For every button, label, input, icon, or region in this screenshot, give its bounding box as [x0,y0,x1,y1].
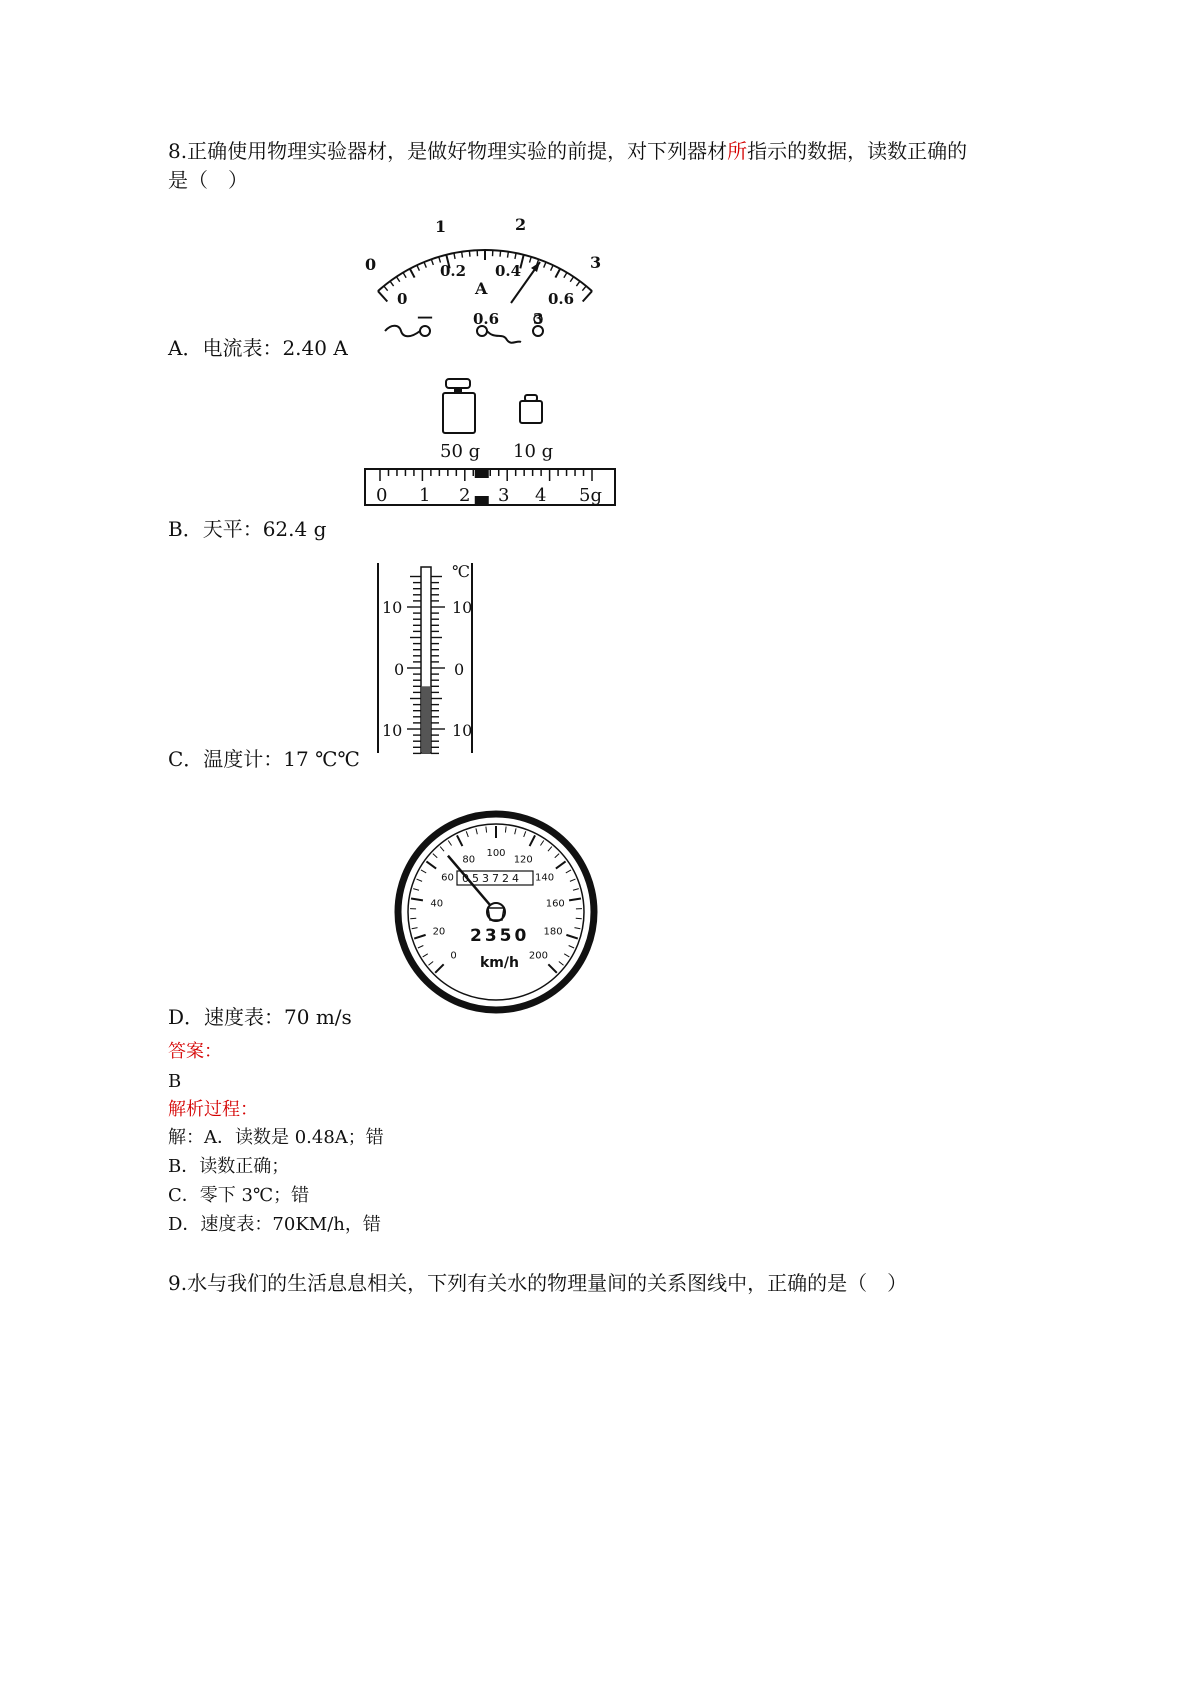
balance-scale-label: 5g [579,485,602,506]
speedometer-label: 80 [462,854,476,866]
balance-scale-label: 2 [459,485,471,506]
analysis-label: 解析过程： [168,1099,258,1120]
ammeter-unit: A [475,279,488,298]
balance-scale-label: 0 [376,485,388,506]
balance-rider [475,496,489,505]
balance-figure [360,375,620,510]
answer-label: 答案： [168,1041,222,1062]
thermometer-mercury [422,686,430,753]
balance-rider [475,469,489,478]
speedometer-label: 20 [432,926,446,938]
stem-highlight: 所 [727,139,748,163]
speedometer-label: 60 [441,872,454,884]
wire [487,331,521,343]
speedometer-label: 200 [528,950,548,962]
ammeter-terminal-label: — [417,307,433,326]
option-c: C．温度计：17 ℃℃ [168,747,360,771]
thermometer-right-label: 10 [452,598,473,617]
speedometer-tick [486,827,487,833]
ammeter-terminal-label: 0.6 [473,310,500,328]
wire [385,326,420,337]
answer: B [168,1071,182,1092]
speedometer-label: 140 [534,872,555,884]
speedometer-label: 40 [430,898,444,910]
speedometer-label: 120 [513,854,533,866]
ammeter-top-label: 0 [365,255,377,274]
ammeter-tick [410,269,415,278]
ammeter-tick [555,269,560,278]
weight-50g-label: 50 g [440,441,481,462]
ammeter-bottom-label: 0.6 [548,290,575,308]
speedometer-label: 0 [450,950,457,962]
stem-part3: 指示的数据，读数正确的 [747,139,968,163]
speedometer-label: 100 [486,848,506,859]
option-d: D．速度表：70 m/s [168,1005,352,1029]
thermometer-left-label: 10 [382,721,403,740]
ammeter-needle-tip [531,262,540,272]
weight-10g-label: 10 g [513,441,554,462]
ammeter-top-label: 1 [435,217,447,236]
thermometer-left-label: 10 [382,598,403,617]
stem-part1: 8.正确使用物理实验器材，是做好物理实验的前提， [168,139,628,163]
ammeter-bottom-label: 0.2 [440,262,467,280]
balance-scale-label: 1 [419,485,431,506]
ammeter-tick [583,291,592,301]
analysis-line: D．速度表：70KM/h，错 [168,1214,381,1235]
option-a: A．电流表：2.40 A [168,336,348,360]
ammeter-tick [378,291,387,301]
odometer: 053724 [462,872,522,885]
speedometer-figure [392,810,602,1015]
analysis-line: C．零下 3℃；错 [168,1185,310,1206]
analysis-line: B．读数正确； [168,1156,290,1177]
question-9-stem: 9.水与我们的生活息息相关，下列有关水的物理量间的关系图线中，正确的是（ ） [168,1271,908,1295]
ammeter-bottom-label: 0 [397,290,408,308]
thermometer-left-label: 0 [394,660,405,679]
thermometer-unit: ℃ [452,562,470,581]
ammeter-top-label: 2 [515,215,527,234]
stem-part2: 对下列器材 [627,139,728,163]
ammeter-terminal-label: 3 [533,310,544,328]
ammeter-top-label: 3 [590,253,602,272]
question-8-stem-line2: 是（ ） [168,168,248,192]
thermometer-figure [372,557,482,757]
balance-scale-label: 3 [498,485,510,506]
thermometer-right-label: 10 [452,721,473,740]
speedometer-tick [505,827,506,833]
speedometer-unit: km/h [480,955,519,971]
question-8-stem-line1 [168,137,967,165]
option-b: B．天平：62.4 g [168,517,327,541]
trip-counter: 2350 [470,926,530,946]
thermometer-right-label: 0 [454,660,465,679]
speedometer-label: 180 [543,926,563,938]
speedometer-label: 160 [545,898,565,910]
ammeter-bottom-label: 0.4 [495,262,522,280]
balance-scale-label: 4 [535,485,547,506]
analysis-line: 解：A．读数是 0.48A；错 [168,1127,384,1148]
ammeter-figure [355,200,615,350]
